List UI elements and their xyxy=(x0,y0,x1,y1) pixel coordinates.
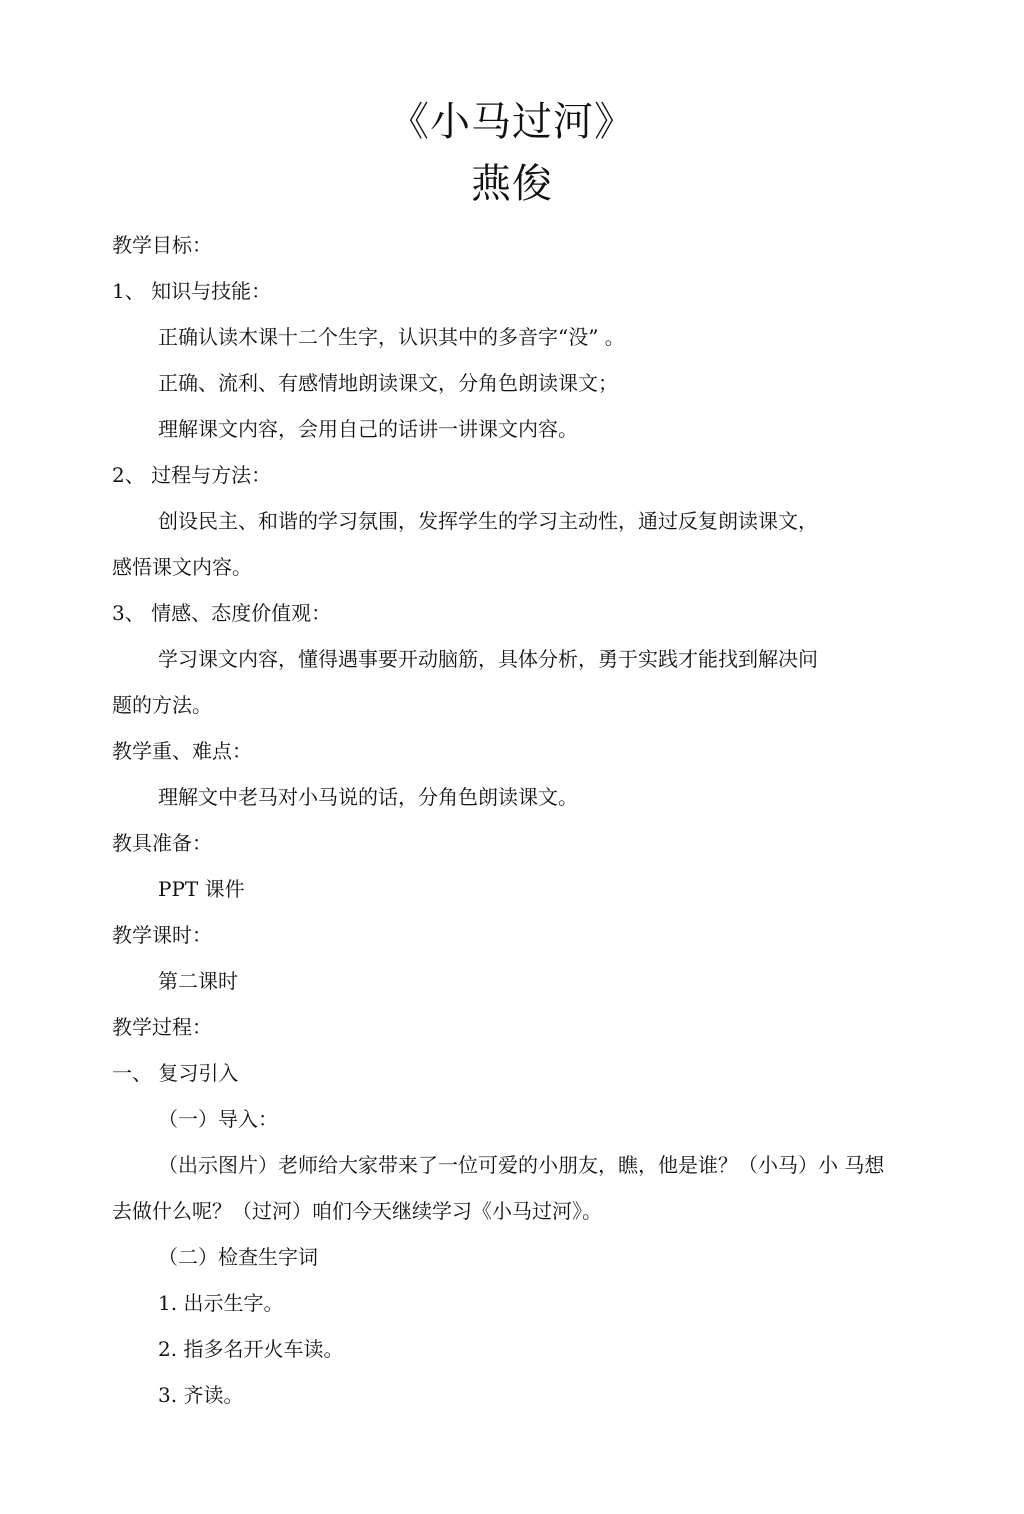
document-body xyxy=(112,222,922,1418)
body-line: 1、 知识与技能： xyxy=(112,279,272,303)
body-line: 正确认读木课十二个生字，认识其中的多音字“没” 。 xyxy=(158,325,625,349)
body-line: 理解课文内容，会用自己的话讲一讲课文内容。 xyxy=(158,417,578,441)
body-line: 教学课时： xyxy=(112,923,212,947)
body-line: 正确、流利、有感情地朗读课文，分角色朗读课文； xyxy=(158,371,618,395)
body-line: 教学目标： xyxy=(112,233,212,257)
body-line: 第二课时 xyxy=(158,969,238,993)
body-line: （出示图片）老师给大家带来了一位可爱的小朋友，瞧，他是谁？（小马）小 马想 xyxy=(158,1153,885,1177)
body-line: 理解文中老马对小马说的话，分角色朗读课文。 xyxy=(158,785,578,809)
body-line: 2. 指多名开火车读。 xyxy=(158,1337,344,1361)
body-line: PPT 课件 xyxy=(158,877,245,901)
body-line: 去做什么呢？（过河）咱们今天继续学习《小马过河》。 xyxy=(112,1199,602,1223)
body-line: 教学重、难点： xyxy=(112,739,252,763)
body-line: （一）导入： xyxy=(158,1107,278,1131)
document-title: 《小马过河》 xyxy=(389,99,635,145)
body-line: 题的方法。 xyxy=(112,693,212,717)
body-line: 3、 情感、态度价值观： xyxy=(112,601,332,625)
body-line: 2、 过程与方法： xyxy=(112,463,272,487)
body-line: 教具准备： xyxy=(112,831,212,855)
body-line: 学习课文内容，懂得遇事要开动脑筋，具体分析，勇于实践才能找到解决问 xyxy=(158,647,818,671)
body-line: （二）检查生字词 xyxy=(158,1245,318,1269)
body-line: 创设民主、和谐的学习氛围，发挥学生的学习主动性，通过反复朗读课文， xyxy=(158,509,818,533)
body-line: 1. 出示生字。 xyxy=(158,1291,284,1315)
body-line: 一、 复习引入 xyxy=(112,1061,239,1085)
body-line: 教学过程： xyxy=(112,1015,212,1039)
body-line: 感悟课文内容。 xyxy=(112,555,252,579)
document-author: 燕俊 xyxy=(471,161,553,207)
body-line: 3. 齐读。 xyxy=(158,1383,244,1407)
